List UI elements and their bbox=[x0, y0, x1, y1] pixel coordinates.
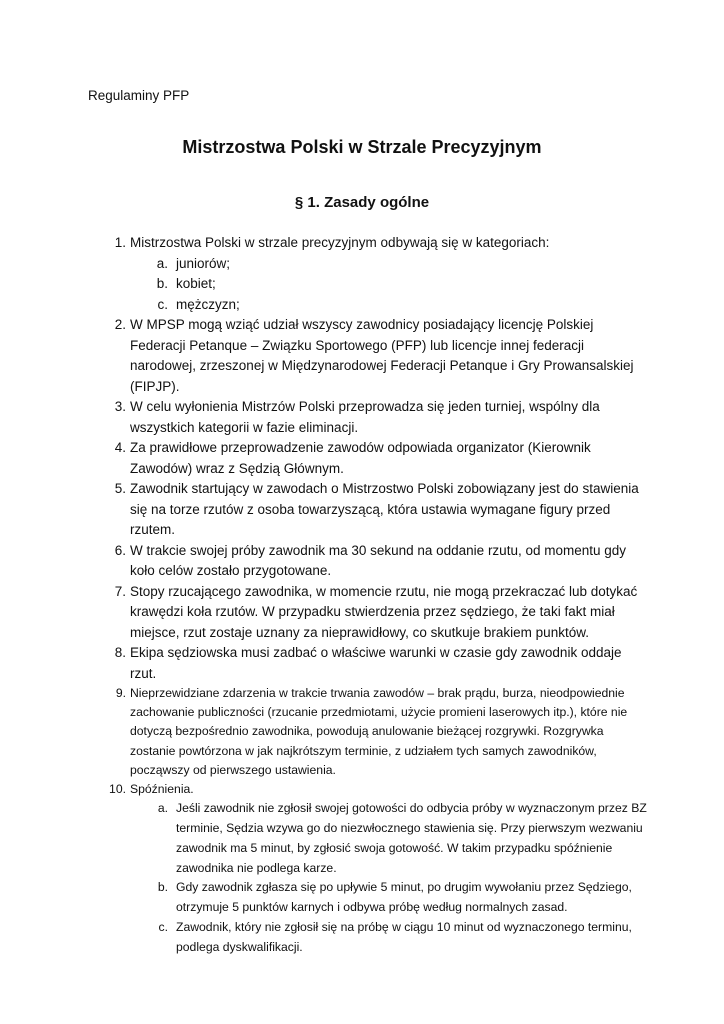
rule-item bbox=[88, 684, 648, 780]
category-text: kobiet; bbox=[176, 276, 216, 291]
category-letter: c. bbox=[157, 296, 168, 312]
document-header: Regulaminy PFP bbox=[88, 88, 190, 103]
rules-list bbox=[88, 233, 648, 958]
lateness-letter: c. bbox=[158, 920, 168, 934]
category-letter: b. bbox=[156, 276, 168, 291]
category-letter: a. bbox=[156, 255, 168, 271]
lateness-item bbox=[88, 799, 648, 878]
rule-item bbox=[88, 479, 648, 541]
rule-number: 1. bbox=[114, 235, 126, 250]
rule-number: 7. bbox=[114, 583, 126, 599]
rule-text: Zawodnik startujący w zawodach o Mistrzostwo Polski zobowiązany jest do stawienia się na torze rzutów z osoba towarzyszącą, która ustawia wymagane figury przed rzutem. bbox=[130, 481, 639, 537]
rule-item bbox=[88, 643, 648, 684]
lateness-text: Jeśli zawodnik nie zgłosił swojej gotowości do odbycia próby w wyznaczonym przez BZ terminie, Sędzia wzywa go do niezwłocznego stawienia się. Przy pierwszym wezwaniu zawodnik ma 5 minut, by zgłosić swoja gotowość. W takim przypadku spóźnienie zawodnika nie podlega karze. bbox=[176, 801, 647, 875]
rule-number: 4. bbox=[114, 440, 126, 455]
rule-text: Spóźnienia. bbox=[130, 782, 194, 797]
category-item bbox=[88, 274, 648, 295]
rule-number: 8. bbox=[114, 645, 126, 660]
rule-text: Nieprzewidziane zdarzenia w trakcie trwania zawodów – brak prądu, burza, nieodpowiednie zachowanie publiczności (rzucanie przedmiotami, użycie promieni laserowych itp.), które nie dotyczą bezpośrednio zawodnika, powodują anulowanie bieżącej rozgrywki. Rozgrywka zostanie powtórzona w jak najkrótszym terminie, z udziałem tych samych zawodników, począwszy od pierwszego ustawienia. bbox=[130, 686, 628, 777]
rule-text: W MPSP mogą wziąć udział wszyscy zawodnicy posiadający licencję Polskiej Federacji Petanque – Związku Sportowego (PFP) lub licencje innej federacji narodowej, zrzeszonej w Międzynarodowej Federacji Petanque i Gry Prowansalskiej (FIPJP). bbox=[130, 317, 634, 394]
lateness-item bbox=[88, 878, 648, 918]
rule-item bbox=[88, 315, 648, 397]
rule-item bbox=[88, 541, 648, 582]
category-item bbox=[88, 295, 648, 316]
rule-number: 5. bbox=[114, 481, 126, 496]
rule-item bbox=[88, 233, 648, 254]
section-title: § 1. Zasady ogólne bbox=[294, 194, 430, 211]
rule-text: Za prawidłowe przeprowadzenie zawodów odpowiada organizator (Kierownik Zawodów) wraz z Sędzią Głównym. bbox=[130, 440, 591, 476]
rule-text: Stopy rzucającego zawodnika, w momencie rzutu, nie mogą przekraczać lub dotykać krawędzi koła rzutów. W przypadku stwierdzenia przez sędziego, że taki fakt miał miejsce, rzut zostaje uznany za nieprawidłowy, co skutkuje brakiem punktów. bbox=[130, 583, 638, 640]
rule-number: 6. bbox=[114, 542, 126, 558]
rule-item bbox=[88, 780, 648, 799]
category-text: mężczyzn; bbox=[176, 296, 240, 312]
rule-item bbox=[88, 397, 648, 438]
lateness-item bbox=[88, 918, 648, 958]
category-item bbox=[88, 254, 648, 275]
lateness-letter: a. bbox=[157, 801, 168, 816]
document-title: Mistrzostwa Polski w Strzale Precyzyjnym bbox=[182, 137, 542, 157]
rule-number: 2. bbox=[114, 317, 126, 332]
rule-item bbox=[88, 582, 648, 644]
rule-number: 9. bbox=[115, 686, 126, 700]
lateness-text: Zawodnik, który nie zgłosił się na próbę w ciągu 10 minut od wyznaczonego terminu, podlega dyskwalifikacji. bbox=[176, 920, 632, 954]
rule-text: W trakcie swojej próby zawodnik ma 30 sekund na oddanie rzutu, od momentu gdy koło celów zostało przygotowane. bbox=[130, 542, 627, 578]
lateness-letter: b. bbox=[157, 880, 168, 895]
rule-number: 10. bbox=[109, 782, 126, 797]
rule-number: 3. bbox=[114, 399, 126, 414]
lateness-text: Gdy zawodnik zgłasza się po upływie 5 minut, po drugim wywołaniu przez Sędziego, otrzymuje 5 punktów karnych i odbywa próbę według normalnych zasad. bbox=[176, 880, 632, 915]
category-text: juniorów; bbox=[176, 255, 231, 271]
rule-text: Mistrzostwa Polski w strzale precyzyjnym odbywają się w kategoriach: bbox=[130, 235, 550, 250]
rule-text: Ekipa sędziowska musi zadbać o właściwe warunki w czasie gdy zawodnik oddaje rzut. bbox=[130, 645, 622, 681]
rule-text: W celu wyłonienia Mistrzów Polski przeprowadza się jeden turniej, wspólny dla wszystkich kategorii w fazie eliminacji. bbox=[130, 399, 600, 435]
rule-item bbox=[88, 438, 648, 479]
